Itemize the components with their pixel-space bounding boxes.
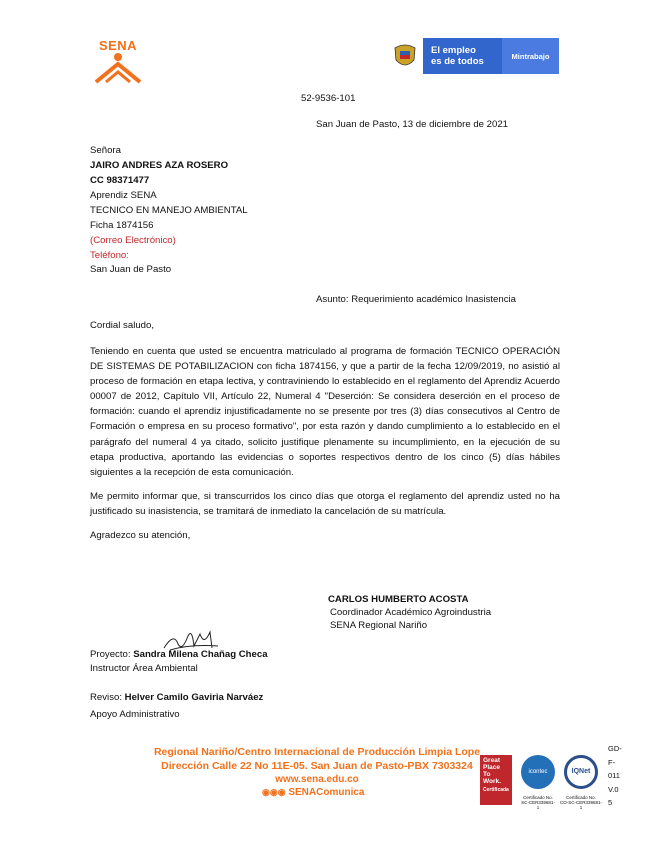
footer-line-1: Regional Nariño/Centro Internacional de Producción Limpia Lope <box>153 746 481 758</box>
salutation-title: Señora <box>90 145 121 156</box>
iqnet-cert-label: Certificado No. <box>566 795 596 800</box>
recipient-email: (Correo Electrónico) <box>90 235 176 246</box>
recipient-name: JAIRO ANDRES AZA ROSERO <box>90 160 229 171</box>
iqnet-cert-code: CO-SC-CER339681-1 <box>560 800 603 810</box>
icontec-seal-icon: icontec <box>521 755 555 789</box>
recipient-city: San Juan de Pasto <box>90 264 172 275</box>
recipient-id: CC 98371477 <box>90 175 150 186</box>
gptw-line3: To <box>483 771 491 778</box>
signer-title: Coordinador Académico Agroindustria <box>330 607 492 618</box>
doc-code-line: GD- <box>608 744 622 753</box>
gov-slogan-line1: El empleo <box>431 45 476 56</box>
reference-number: 52-9536-101 <box>301 93 356 104</box>
icontec-cert-code: SC-CER339681-1 <box>521 800 555 810</box>
social-icons: ◉◉◉ <box>262 787 286 797</box>
doc-code-line: F- <box>608 757 616 767</box>
social-handle: SENAComunica <box>288 787 365 798</box>
review-label: Reviso: <box>90 692 122 703</box>
footer-website[interactable]: www.sena.edu.co <box>275 774 359 785</box>
sena-logo-text: SENA <box>98 38 138 53</box>
review-name: Helver Camilo Gaviria Narváez <box>124 692 264 703</box>
gov-slogan-line2: es de todos <box>431 56 484 67</box>
doc-code-line: V.0 <box>608 784 619 794</box>
ministry-label: Mintrabajo <box>502 38 559 74</box>
iqnet-badge <box>560 755 602 810</box>
recipient-ficha: Ficha 1874156 <box>90 220 154 231</box>
icontec-badge <box>520 755 556 810</box>
subject-line: Asunto: Requerimiento académico Inasistencia <box>316 294 516 305</box>
signer-name: CARLOS HUMBERTO ACOSTA <box>328 594 469 605</box>
doc-code-line: 011 <box>608 771 620 780</box>
doc-code-line: 5 <box>608 798 613 807</box>
document-code <box>608 742 628 810</box>
review-role: Apoyo Administrativo <box>90 709 180 720</box>
sena-figure-icon <box>92 52 144 86</box>
iqnet-seal-icon: IQNet <box>564 755 598 789</box>
gptw-line2: Place <box>483 764 500 771</box>
recipient-role: Aprendiz SENA <box>90 190 157 201</box>
gptw-line1: Great <box>483 757 500 764</box>
project-name: Sandra Milena Chañag Checa <box>133 649 268 660</box>
gptw-line4: Work. <box>483 778 501 785</box>
recipient-phone: Teléfono: <box>90 250 129 261</box>
project-role: Instructor Área Ambiental <box>90 663 198 674</box>
place-date: San Juan de Pasto, 13 de diciembre de 2021 <box>316 119 509 130</box>
body-paragraph-1: Teniendo en cuenta que usted se encuentra matriculado al programa de formación TECNICO OPERACIÓN DE SISTEMAS DE POTABILIZACION con ficha 1874156, y que a partir de la fecha 12/09/2019, no asistió al proceso de formación en etapa lectiva, y contraviniendo lo establecido en el reglamento del Aprendiz Acuerdo 00007 de 2012, Capítulo VII, Artículo 22, Numeral 4 "Deserción: Se considera deserción en el proceso de formación: cuando el aprendiz injustificadamente no se presente por tres (3) días consecutivos al Centro de Formación o empresa en su proceso formativo", por esta razón y dando cumplimiento a lo establecido en el parágrafo del numeral 4 ya citado, solicito justifique plenamente su incumplimiento, en la ejecución de su etapa productiva, aportando las evidencias o soportes respectivos dentro de los cinco (5) días hábiles siguientes a la recepción de esta comunicación. <box>90 346 560 478</box>
great-place-to-work-badge <box>480 755 512 805</box>
greeting: Cordial saludo, <box>90 320 154 331</box>
gov-banner <box>387 38 559 74</box>
body-paragraph-2: Me permito informar que, si transcurridos los cinco días que otorga el reglamento del aprendiz usted no ha justificado su inasistencia, se tramitará de inmediato la cancelación de su matrícula. <box>90 491 560 518</box>
icontec-cert-label: Certificado No. <box>523 795 553 800</box>
footer-line-2: Dirección Calle 22 No 11E-05. San Juan de Pasto-PBX 7303324 <box>161 760 473 772</box>
footer-social[interactable] <box>262 787 364 798</box>
sena-logo <box>88 38 148 86</box>
closing: Agradezco su atención, <box>90 530 191 541</box>
recipient-program: TECNICO EN MANEJO AMBIENTAL <box>90 205 248 216</box>
project-label: Proyecto: <box>90 649 131 660</box>
review-line <box>90 692 263 704</box>
gptw-cert: Certificada <box>483 787 509 793</box>
colombia-shield-icon <box>387 38 423 74</box>
signer-org: SENA Regional Nariño <box>330 620 428 631</box>
gov-slogan <box>423 38 502 74</box>
project-line <box>90 649 268 661</box>
